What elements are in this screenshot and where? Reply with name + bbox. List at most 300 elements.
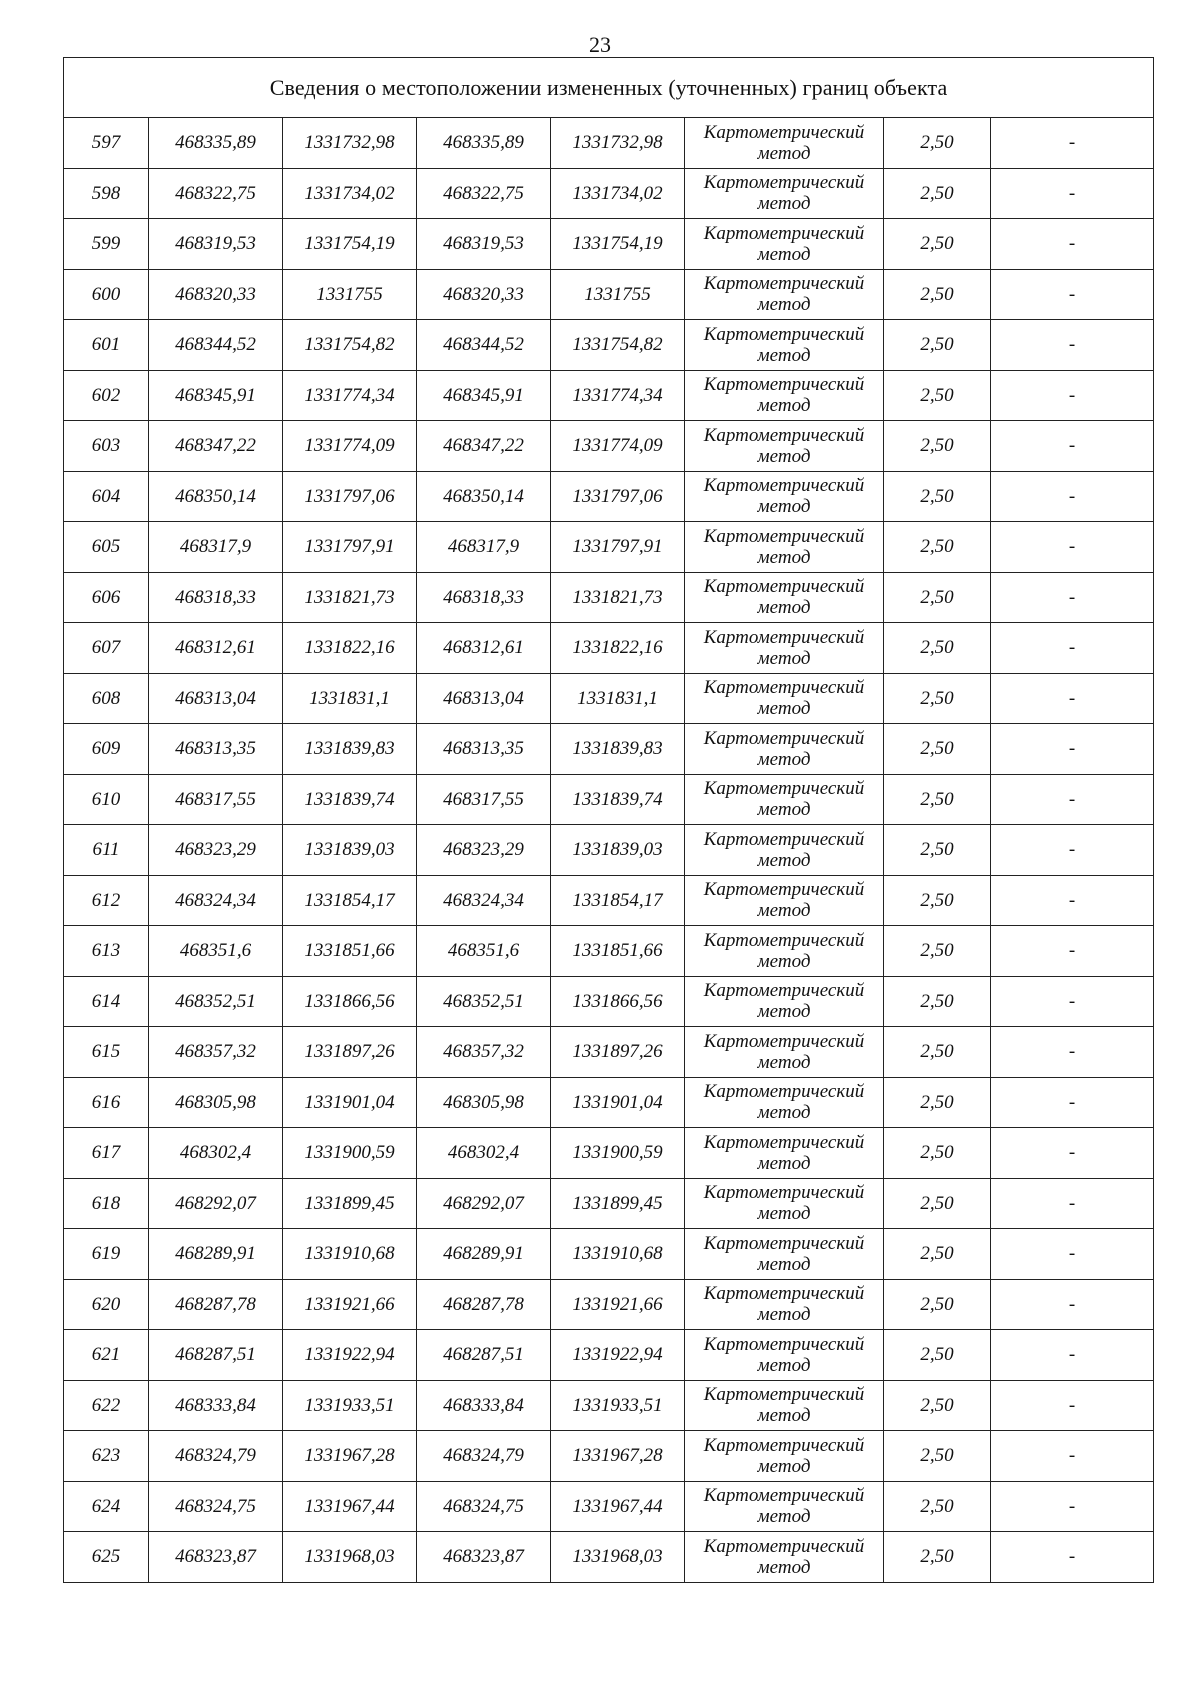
refined-x-cell: 468313,04	[417, 673, 551, 724]
existing-x-cell: 468322,75	[149, 168, 283, 219]
method-line-1: Картометрический	[703, 1182, 865, 1204]
note-cell: -	[991, 774, 1154, 825]
existing-x-cell: 468335,89	[149, 118, 283, 169]
refined-x-cell: 468287,78	[417, 1279, 551, 1330]
method-line-1: Картометрический	[703, 576, 865, 598]
table-row	[64, 269, 1154, 320]
point-number-cell: 603	[64, 421, 149, 472]
refined-y-cell: 1331921,66	[551, 1279, 685, 1330]
method-line-1: Картометрический	[703, 1131, 865, 1153]
table-row	[64, 724, 1154, 775]
refined-x-cell: 468351,6	[417, 926, 551, 977]
method-line-1: Картометрический	[703, 1030, 865, 1052]
precision-cell: 2,50	[884, 269, 991, 320]
precision-cell: 2,50	[884, 875, 991, 926]
existing-y-cell: 1331755	[283, 269, 417, 320]
table-row	[64, 370, 1154, 421]
method-cell	[685, 572, 884, 623]
existing-y-cell: 1331822,16	[283, 623, 417, 674]
method-line-2: метод	[757, 950, 811, 972]
table-row	[64, 825, 1154, 876]
method-cell	[685, 1229, 884, 1280]
existing-x-cell: 468352,51	[149, 976, 283, 1027]
precision-cell: 2,50	[884, 976, 991, 1027]
method-cell	[685, 1128, 884, 1179]
method-line-2: метод	[757, 1405, 811, 1427]
note-cell: -	[991, 1229, 1154, 1280]
existing-x-cell: 468313,04	[149, 673, 283, 724]
refined-x-cell: 468324,75	[417, 1481, 551, 1532]
note-cell: -	[991, 522, 1154, 573]
point-number-cell: 622	[64, 1380, 149, 1431]
method-cell	[685, 976, 884, 1027]
table-row	[64, 1178, 1154, 1229]
method-line-2: метод	[757, 445, 811, 467]
point-number-cell: 619	[64, 1229, 149, 1280]
note-cell: -	[991, 1279, 1154, 1330]
existing-x-cell: 468312,61	[149, 623, 283, 674]
table-row	[64, 623, 1154, 674]
method-cell	[685, 1532, 884, 1583]
method-line-2: метод	[757, 546, 811, 568]
existing-x-cell: 468319,53	[149, 219, 283, 270]
existing-y-cell: 1331839,83	[283, 724, 417, 775]
method-line-1: Картометрический	[703, 677, 865, 699]
method-line-1: Картометрический	[703, 778, 865, 800]
existing-y-cell: 1331839,74	[283, 774, 417, 825]
refined-y-cell: 1331754,82	[551, 320, 685, 371]
point-number-cell: 602	[64, 370, 149, 421]
existing-y-cell: 1331968,03	[283, 1532, 417, 1583]
point-number-cell: 625	[64, 1532, 149, 1583]
note-cell: -	[991, 320, 1154, 371]
method-line-1: Картометрический	[703, 626, 865, 648]
method-cell	[685, 471, 884, 522]
precision-cell: 2,50	[884, 1330, 991, 1381]
existing-y-cell: 1331754,19	[283, 219, 417, 270]
note-cell: -	[991, 572, 1154, 623]
precision-cell: 2,50	[884, 1481, 991, 1532]
method-line-1: Картометрический	[703, 172, 865, 194]
point-number-cell: 615	[64, 1027, 149, 1078]
refined-y-cell: 1331967,44	[551, 1481, 685, 1532]
existing-x-cell: 468305,98	[149, 1077, 283, 1128]
method-line-1: Картометрический	[703, 879, 865, 901]
existing-x-cell: 468317,9	[149, 522, 283, 573]
method-cell	[685, 673, 884, 724]
existing-y-cell: 1331899,45	[283, 1178, 417, 1229]
precision-cell: 2,50	[884, 1229, 991, 1280]
point-number-cell: 598	[64, 168, 149, 219]
method-line-2: метод	[757, 243, 811, 265]
existing-y-cell: 1331851,66	[283, 926, 417, 977]
method-line-2: метод	[757, 496, 811, 518]
refined-y-cell: 1331967,28	[551, 1431, 685, 1482]
point-number-cell: 608	[64, 673, 149, 724]
note-cell: -	[991, 421, 1154, 472]
method-line-1: Картометрический	[703, 525, 865, 547]
point-number-cell: 618	[64, 1178, 149, 1229]
point-number-cell: 600	[64, 269, 149, 320]
table-row	[64, 1532, 1154, 1583]
existing-y-cell: 1331910,68	[283, 1229, 417, 1280]
existing-y-cell: 1331967,44	[283, 1481, 417, 1532]
method-line-1: Картометрический	[703, 1535, 865, 1557]
method-line-2: метод	[757, 142, 811, 164]
point-number-cell: 616	[64, 1077, 149, 1128]
existing-x-cell: 468347,22	[149, 421, 283, 472]
boundary-coordinates-table	[63, 57, 1154, 1583]
method-cell	[685, 1178, 884, 1229]
point-number-cell: 621	[64, 1330, 149, 1381]
refined-x-cell: 468318,33	[417, 572, 551, 623]
precision-cell: 2,50	[884, 1279, 991, 1330]
refined-y-cell: 1331968,03	[551, 1532, 685, 1583]
existing-y-cell: 1331897,26	[283, 1027, 417, 1078]
existing-x-cell: 468324,34	[149, 875, 283, 926]
existing-y-cell: 1331831,1	[283, 673, 417, 724]
existing-y-cell: 1331821,73	[283, 572, 417, 623]
refined-y-cell: 1331755	[551, 269, 685, 320]
table-row	[64, 673, 1154, 724]
table-row	[64, 1380, 1154, 1431]
refined-y-cell: 1331797,91	[551, 522, 685, 573]
note-cell: -	[991, 1128, 1154, 1179]
method-line-2: метод	[757, 1253, 811, 1275]
existing-x-cell: 468287,51	[149, 1330, 283, 1381]
precision-cell: 2,50	[884, 1128, 991, 1179]
note-cell: -	[991, 673, 1154, 724]
existing-y-cell: 1331734,02	[283, 168, 417, 219]
existing-x-cell: 468302,4	[149, 1128, 283, 1179]
note-cell: -	[991, 875, 1154, 926]
point-number-cell: 623	[64, 1431, 149, 1482]
refined-x-cell: 468289,91	[417, 1229, 551, 1280]
method-cell	[685, 825, 884, 876]
table-row	[64, 1431, 1154, 1482]
table-row	[64, 471, 1154, 522]
method-line-1: Картометрический	[703, 1283, 865, 1305]
refined-x-cell: 468333,84	[417, 1380, 551, 1431]
precision-cell: 2,50	[884, 825, 991, 876]
existing-y-cell: 1331774,34	[283, 370, 417, 421]
existing-y-cell: 1331921,66	[283, 1279, 417, 1330]
point-number-cell: 610	[64, 774, 149, 825]
method-line-2: метод	[757, 799, 811, 821]
method-cell	[685, 1380, 884, 1431]
table-row	[64, 522, 1154, 573]
precision-cell: 2,50	[884, 1077, 991, 1128]
refined-y-cell: 1331754,19	[551, 219, 685, 270]
refined-x-cell: 468317,9	[417, 522, 551, 573]
table-row	[64, 1077, 1154, 1128]
existing-y-cell: 1331854,17	[283, 875, 417, 926]
method-cell	[685, 926, 884, 977]
refined-x-cell: 468347,22	[417, 421, 551, 472]
point-number-cell: 605	[64, 522, 149, 573]
table-caption: Сведения о местоположении измененных (уточненных) границ объекта	[64, 58, 1154, 118]
refined-y-cell: 1331774,09	[551, 421, 685, 472]
note-cell: -	[991, 269, 1154, 320]
method-line-2: метод	[757, 1455, 811, 1477]
existing-x-cell: 468350,14	[149, 471, 283, 522]
existing-y-cell: 1331754,82	[283, 320, 417, 371]
note-cell: -	[991, 370, 1154, 421]
refined-x-cell: 468323,87	[417, 1532, 551, 1583]
point-number-cell: 613	[64, 926, 149, 977]
refined-y-cell: 1331839,03	[551, 825, 685, 876]
method-cell	[685, 370, 884, 421]
method-cell	[685, 269, 884, 320]
refined-y-cell: 1331933,51	[551, 1380, 685, 1431]
refined-x-cell: 468345,91	[417, 370, 551, 421]
existing-y-cell: 1331839,03	[283, 825, 417, 876]
table-row	[64, 320, 1154, 371]
point-number-cell: 624	[64, 1481, 149, 1532]
method-line-1: Картометрический	[703, 828, 865, 850]
refined-y-cell: 1331839,74	[551, 774, 685, 825]
method-line-2: метод	[757, 849, 811, 871]
existing-y-cell: 1331922,94	[283, 1330, 417, 1381]
refined-y-cell: 1331866,56	[551, 976, 685, 1027]
method-line-1: Картометрический	[703, 374, 865, 396]
point-number-cell: 601	[64, 320, 149, 371]
refined-x-cell: 468302,4	[417, 1128, 551, 1179]
method-line-1: Картометрический	[703, 475, 865, 497]
table-row	[64, 875, 1154, 926]
precision-cell: 2,50	[884, 724, 991, 775]
precision-cell: 2,50	[884, 1178, 991, 1229]
method-line-1: Картометрический	[703, 1384, 865, 1406]
refined-y-cell: 1331899,45	[551, 1178, 685, 1229]
existing-x-cell: 468317,55	[149, 774, 283, 825]
refined-y-cell: 1331831,1	[551, 673, 685, 724]
point-number-cell: 607	[64, 623, 149, 674]
existing-y-cell: 1331901,04	[283, 1077, 417, 1128]
existing-x-cell: 468292,07	[149, 1178, 283, 1229]
table-row	[64, 118, 1154, 169]
refined-x-cell: 468323,29	[417, 825, 551, 876]
method-line-2: метод	[757, 1556, 811, 1578]
precision-cell: 2,50	[884, 320, 991, 371]
existing-x-cell: 468320,33	[149, 269, 283, 320]
table-row	[64, 168, 1154, 219]
precision-cell: 2,50	[884, 926, 991, 977]
method-cell	[685, 168, 884, 219]
existing-x-cell: 468324,75	[149, 1481, 283, 1532]
method-line-2: метод	[757, 748, 811, 770]
precision-cell: 2,50	[884, 774, 991, 825]
existing-x-cell: 468324,79	[149, 1431, 283, 1482]
method-line-2: метод	[757, 344, 811, 366]
method-line-1: Картометрический	[703, 929, 865, 951]
method-line-2: метод	[757, 647, 811, 669]
method-cell	[685, 320, 884, 371]
method-line-2: метод	[757, 395, 811, 417]
method-line-1: Картометрический	[703, 424, 865, 446]
precision-cell: 2,50	[884, 168, 991, 219]
refined-y-cell: 1331922,94	[551, 1330, 685, 1381]
existing-y-cell: 1331797,06	[283, 471, 417, 522]
method-line-1: Картометрический	[703, 222, 865, 244]
method-line-2: метод	[757, 1001, 811, 1023]
existing-x-cell: 468323,29	[149, 825, 283, 876]
refined-x-cell: 468287,51	[417, 1330, 551, 1381]
refined-x-cell: 468352,51	[417, 976, 551, 1027]
method-line-2: метод	[757, 1203, 811, 1225]
refined-x-cell: 468324,79	[417, 1431, 551, 1482]
precision-cell: 2,50	[884, 1431, 991, 1482]
method-cell	[685, 118, 884, 169]
note-cell: -	[991, 1077, 1154, 1128]
note-cell: -	[991, 168, 1154, 219]
precision-cell: 2,50	[884, 219, 991, 270]
refined-x-cell: 468344,52	[417, 320, 551, 371]
point-number-cell: 606	[64, 572, 149, 623]
table-row	[64, 774, 1154, 825]
table-row	[64, 926, 1154, 977]
method-cell	[685, 1279, 884, 1330]
note-cell: -	[991, 825, 1154, 876]
precision-cell: 2,50	[884, 572, 991, 623]
point-number-cell: 614	[64, 976, 149, 1027]
refined-y-cell: 1331854,17	[551, 875, 685, 926]
method-line-1: Картометрический	[703, 1333, 865, 1355]
method-line-2: метод	[757, 1304, 811, 1326]
refined-y-cell: 1331901,04	[551, 1077, 685, 1128]
note-cell: -	[991, 1330, 1154, 1381]
precision-cell: 2,50	[884, 623, 991, 674]
method-line-2: метод	[757, 1354, 811, 1376]
refined-x-cell: 468317,55	[417, 774, 551, 825]
method-line-1: Картометрический	[703, 1081, 865, 1103]
method-line-1: Картометрический	[703, 1434, 865, 1456]
method-line-2: метод	[757, 193, 811, 215]
precision-cell: 2,50	[884, 522, 991, 573]
refined-x-cell: 468350,14	[417, 471, 551, 522]
existing-x-cell: 468313,35	[149, 724, 283, 775]
existing-x-cell: 468323,87	[149, 1532, 283, 1583]
method-cell	[685, 522, 884, 573]
method-line-1: Картометрический	[703, 980, 865, 1002]
method-line-1: Картометрический	[703, 1485, 865, 1507]
refined-y-cell: 1331797,06	[551, 471, 685, 522]
method-line-1: Картометрический	[703, 273, 865, 295]
table-row	[64, 421, 1154, 472]
refined-x-cell: 468292,07	[417, 1178, 551, 1229]
precision-cell: 2,50	[884, 673, 991, 724]
table-row	[64, 1027, 1154, 1078]
refined-y-cell: 1331732,98	[551, 118, 685, 169]
table-row	[64, 1128, 1154, 1179]
existing-y-cell: 1331732,98	[283, 118, 417, 169]
point-number-cell: 611	[64, 825, 149, 876]
note-cell: -	[991, 118, 1154, 169]
point-number-cell: 609	[64, 724, 149, 775]
existing-x-cell: 468287,78	[149, 1279, 283, 1330]
refined-x-cell: 468312,61	[417, 623, 551, 674]
note-cell: -	[991, 1532, 1154, 1583]
point-number-cell: 612	[64, 875, 149, 926]
precision-cell: 2,50	[884, 1027, 991, 1078]
note-cell: -	[991, 1178, 1154, 1229]
method-line-1: Картометрический	[703, 323, 865, 345]
method-cell	[685, 623, 884, 674]
refined-y-cell: 1331774,34	[551, 370, 685, 421]
method-line-2: метод	[757, 597, 811, 619]
method-line-2: метод	[757, 294, 811, 316]
method-line-1: Картометрический	[703, 121, 865, 143]
refined-y-cell: 1331821,73	[551, 572, 685, 623]
table-row	[64, 1330, 1154, 1381]
precision-cell: 2,50	[884, 1532, 991, 1583]
point-number-cell: 620	[64, 1279, 149, 1330]
method-cell	[685, 724, 884, 775]
note-cell: -	[991, 623, 1154, 674]
point-number-cell: 604	[64, 471, 149, 522]
precision-cell: 2,50	[884, 370, 991, 421]
method-line-2: метод	[757, 1051, 811, 1073]
refined-y-cell: 1331897,26	[551, 1027, 685, 1078]
table-row	[64, 1229, 1154, 1280]
existing-x-cell: 468333,84	[149, 1380, 283, 1431]
existing-x-cell: 468345,91	[149, 370, 283, 421]
existing-x-cell: 468344,52	[149, 320, 283, 371]
note-cell: -	[991, 219, 1154, 270]
method-line-1: Картометрический	[703, 727, 865, 749]
method-cell	[685, 1077, 884, 1128]
note-cell: -	[991, 1027, 1154, 1078]
note-cell: -	[991, 471, 1154, 522]
existing-y-cell: 1331797,91	[283, 522, 417, 573]
existing-y-cell: 1331900,59	[283, 1128, 417, 1179]
refined-x-cell: 468357,32	[417, 1027, 551, 1078]
table-row	[64, 1481, 1154, 1532]
table-row	[64, 219, 1154, 270]
table-body	[64, 118, 1154, 1583]
method-line-1: Картометрический	[703, 1232, 865, 1254]
refined-y-cell: 1331822,16	[551, 623, 685, 674]
existing-y-cell: 1331866,56	[283, 976, 417, 1027]
note-cell: -	[991, 976, 1154, 1027]
refined-y-cell: 1331839,83	[551, 724, 685, 775]
method-cell	[685, 421, 884, 472]
table-row	[64, 976, 1154, 1027]
note-cell: -	[991, 1380, 1154, 1431]
refined-x-cell: 468313,35	[417, 724, 551, 775]
page-number: 23	[589, 32, 611, 57]
method-line-2: метод	[757, 900, 811, 922]
method-line-2: метод	[757, 1506, 811, 1528]
existing-x-cell: 468289,91	[149, 1229, 283, 1280]
point-number-cell: 617	[64, 1128, 149, 1179]
table-row	[64, 572, 1154, 623]
refined-x-cell: 468322,75	[417, 168, 551, 219]
precision-cell: 2,50	[884, 118, 991, 169]
refined-x-cell: 468335,89	[417, 118, 551, 169]
method-line-2: метод	[757, 1152, 811, 1174]
method-cell	[685, 1481, 884, 1532]
method-cell	[685, 1027, 884, 1078]
refined-x-cell: 468305,98	[417, 1077, 551, 1128]
refined-y-cell: 1331910,68	[551, 1229, 685, 1280]
refined-y-cell: 1331734,02	[551, 168, 685, 219]
refined-y-cell: 1331851,66	[551, 926, 685, 977]
existing-x-cell: 468318,33	[149, 572, 283, 623]
method-cell	[685, 219, 884, 270]
method-line-2: метод	[757, 1102, 811, 1124]
note-cell: -	[991, 1481, 1154, 1532]
